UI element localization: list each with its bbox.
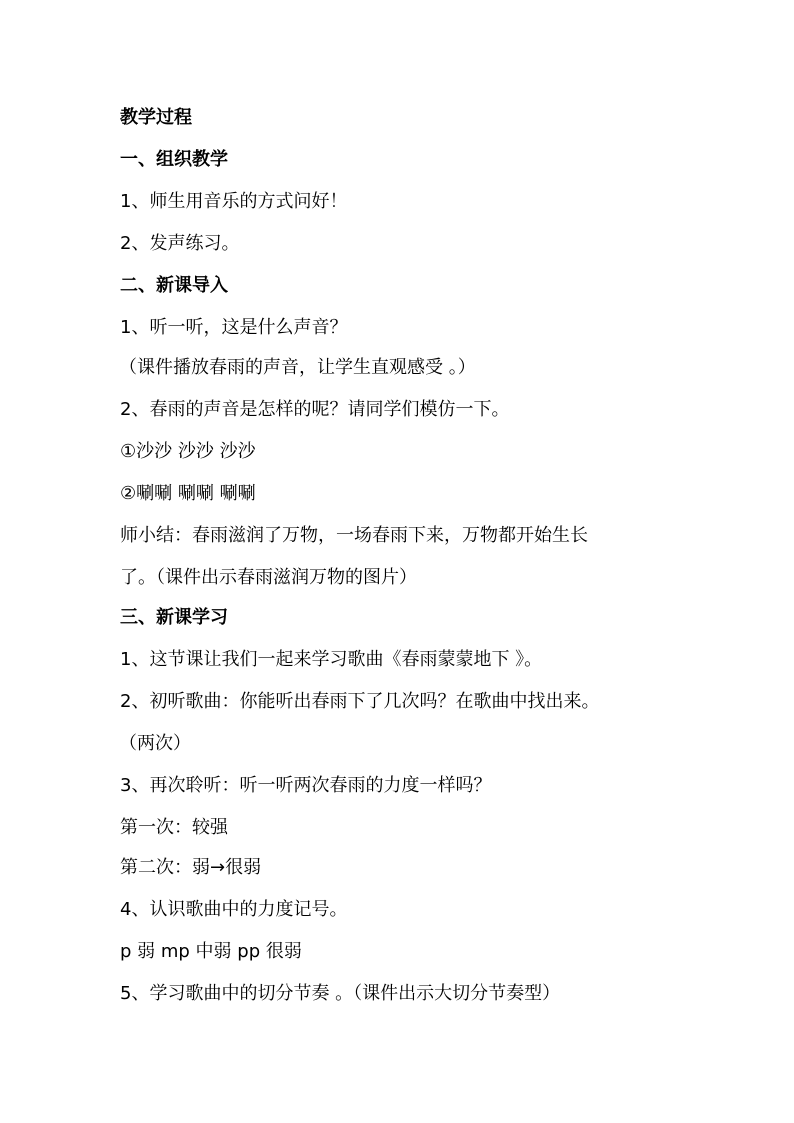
paragraph-line: 2、发声练习。 [120,233,240,254]
paragraph-line: 4、认识歌曲中的力度记号。 [120,899,348,920]
paragraph-line: （两次） [119,733,191,754]
paragraph-line: 1、师生用音乐的方式问好！ [120,191,348,212]
paragraph-line: ②唰唰 唰唰 唰唰 [120,483,256,504]
paragraph-line: 了。（课件出示春雨滋润万物的图片） [120,567,417,588]
section-heading-1: 一、组织教学 [120,149,228,170]
paragraph-line: ①沙沙 沙沙 沙沙 [120,441,256,462]
paragraph-line: 2、春雨的声音是怎样的呢？请同学们模仿一下。 [120,399,510,420]
paragraph-line: 1、听一听，这是什么声音？ [120,317,348,338]
paragraph-line: 3、再次聆听：听一听两次春雨的力度一样吗？ [120,775,492,796]
paragraph-line: 5、学习歌曲中的切分节奏 。（课件出示大切分节奏型） [120,983,561,1004]
section-heading-2: 二、新课导入 [120,275,228,296]
paragraph-line: 师小结：春雨滋润了万物，一场春雨下来，万物都开始生长 [120,525,588,546]
section-heading-3: 三、新课学习 [120,607,228,628]
paragraph-line: 第一次：较强 [120,817,228,838]
paragraph-line: p 弱 mp 中弱 pp 很弱 [120,941,302,962]
paragraph-line: 第二次：弱→很弱 [120,857,262,878]
paragraph-line: 2、初听歌曲：你能听出春雨下了几次吗？在歌曲中找出来。 [120,691,600,712]
paragraph-line: （课件播放春雨的声音，让学生直观感受 。） [119,357,476,378]
paragraph-line: 1、这节课让我们一起来学习歌曲《春雨蒙蒙地下 》。 [120,649,543,670]
document-title: 教学过程 [120,107,192,128]
